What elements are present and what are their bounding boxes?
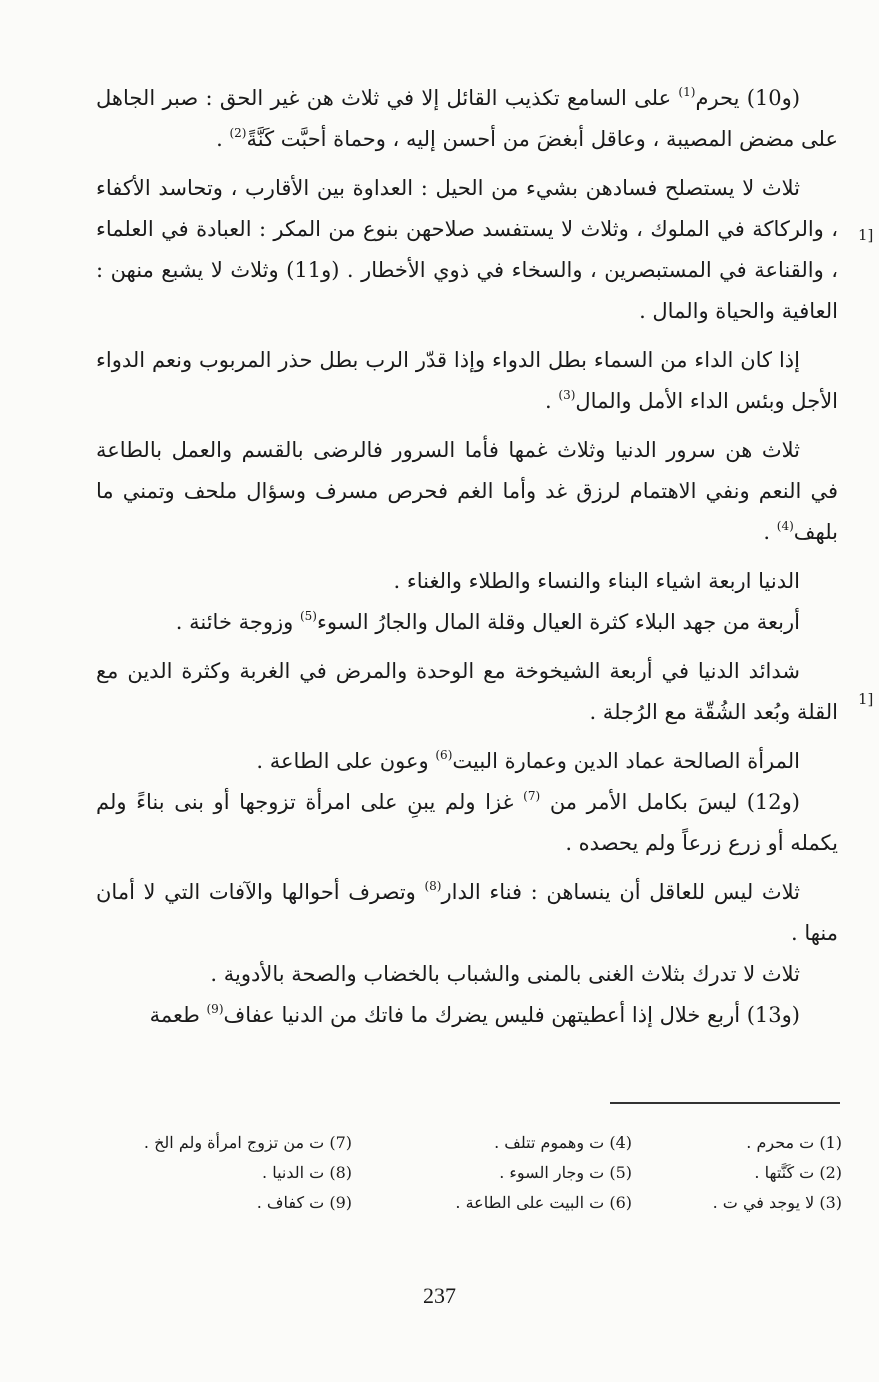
footnote: (4) ت وهموم تتلف . [494, 1133, 632, 1152]
text-run: غزا ولم يبنِ على امرأة تزوجها أو بنى بناءً ولم يكمله أو زرع زرعاً ولم يحصده . [96, 790, 838, 855]
page-number: 237 [423, 1283, 456, 1308]
footnote: (7) ت من تزوج امرأة ولم الخ . [143, 1133, 352, 1152]
footnote-column [100, 1128, 352, 1218]
footnote-ref: (8) [424, 879, 442, 893]
footnote-ref: (2) [229, 126, 247, 140]
text-run: طعمة [149, 1003, 207, 1027]
text-run: (و12) ليسَ بكامل الأمر من [540, 790, 800, 814]
text-run: وتصرف أحوالها والآفات التي لا أمان منها . [96, 880, 838, 945]
footnotes [100, 1128, 842, 1218]
footnote: (9) ت كفاف . [256, 1193, 352, 1212]
text-run: . [763, 520, 777, 544]
text-run: المرأة الصالحة عماد الدين وعمارة البيت [452, 749, 800, 773]
text-run: وزوجة خائنة . [175, 610, 300, 634]
text-run: . [545, 389, 559, 413]
footnote: (2) ت كَنَّتها . [754, 1163, 842, 1182]
footnote-ref: (9) [206, 1002, 224, 1016]
paragraph [96, 651, 838, 733]
footnote: (1) ت محرم . [746, 1133, 842, 1152]
text-run: . [216, 127, 230, 151]
footnote-column [632, 1128, 842, 1218]
paragraph [96, 602, 838, 643]
text-run: ثلاث ليس للعاقل أن ينساهن : فناء الدار [441, 880, 800, 904]
paragraph [96, 872, 838, 954]
margin-mark: 1] [858, 690, 874, 708]
footnote: (5) ت وجار السوء . [499, 1163, 632, 1182]
footnote: (8) ت الدنيا . [262, 1163, 352, 1182]
footnote-ref: (3) [558, 388, 576, 402]
main-text [96, 78, 838, 1044]
text-run: ثلاث لا يستصلح فسادهن بشيء من الحيل : العداوة بين الأقارب ، وتحاسد الأكفاء ، والركاكة في الملوك ، وثلاث لا يستفسد صلاحهن بنوع من المكر : العبادة في العلماء ، والقناعة في المستبصرين ، والسخاء في ذوي الأخطار . (و11) وثلاث لا يشبع منهن : العافية والحياة والمال . [96, 176, 839, 323]
text-run: ثلاث هن سرور الدنيا وثلاث غمها فأما السرور فالرضى بالقسم والعمل بالطاعة في النعم ونفي الاهتمام لرزق غد وأما الغم فحرص مسرف وسؤال ملحف وتمني ما بلهف [96, 438, 838, 544]
text-run: شدائد الدنيا في أربعة الشيخوخة مع الوحدة والمرض في الغربة وكثرة الدين مع القلة وبُعد الشُقّة مع الرُجلة . [96, 659, 838, 724]
footnote-ref: (1) [678, 85, 696, 99]
paragraph [96, 995, 838, 1036]
text-run: (و10) يحرم [695, 86, 801, 110]
paragraph [96, 782, 838, 864]
paragraph [96, 561, 838, 602]
paragraph [96, 168, 838, 332]
text-run: (و13) أربع خلال إذا أعطيتهن فليس يضرك ما فاتك من الدنيا عفاف [223, 1003, 800, 1027]
footnote: (6) ت البيت على الطاعة . [455, 1193, 632, 1212]
paragraph [96, 340, 838, 422]
paragraph [96, 78, 838, 160]
text-run: على السامع تكذيب القائل إلا في ثلاث هن غير الحق : صبر الجاهل على مضض المصيبة ، وعاقل أبغضَ من أحسن إليه ، وحماة أحبَّت كَنَّةً [96, 86, 838, 151]
footnote-separator [610, 1102, 840, 1104]
paragraph [96, 430, 838, 553]
paragraph [96, 954, 838, 995]
text-run: الدنيا اربعة اشياء البناء والنساء والطلاء والغناء . [393, 569, 800, 593]
margin-mark: 1] [858, 226, 874, 244]
footnote-column [352, 1128, 632, 1218]
footnote-ref: (4) [776, 519, 794, 533]
footnote: (3) لا يوجد في ت . [712, 1193, 842, 1212]
text-run: أربعة من جهد البلاء كثرة العيال وقلة المال والجارُ السوء [316, 610, 800, 634]
text-run: إذا كان الداء من السماء بطل الدواء وإذا قدّر الرب بطل حذر المربوب ونعم الدواء الأجل وبئس الداء الأمل والمال [96, 348, 838, 413]
footnote-ref: (7) [523, 789, 541, 803]
text-run: ثلاث لا تدرك بثلاث الغنى بالمنى والشباب بالخضاب والصحة بالأدوية . [210, 962, 800, 986]
paragraph [96, 741, 838, 782]
footnote-ref: (6) [435, 748, 453, 762]
text-run: وعون على الطاعة . [256, 749, 436, 773]
footnote-ref: (5) [299, 609, 317, 623]
